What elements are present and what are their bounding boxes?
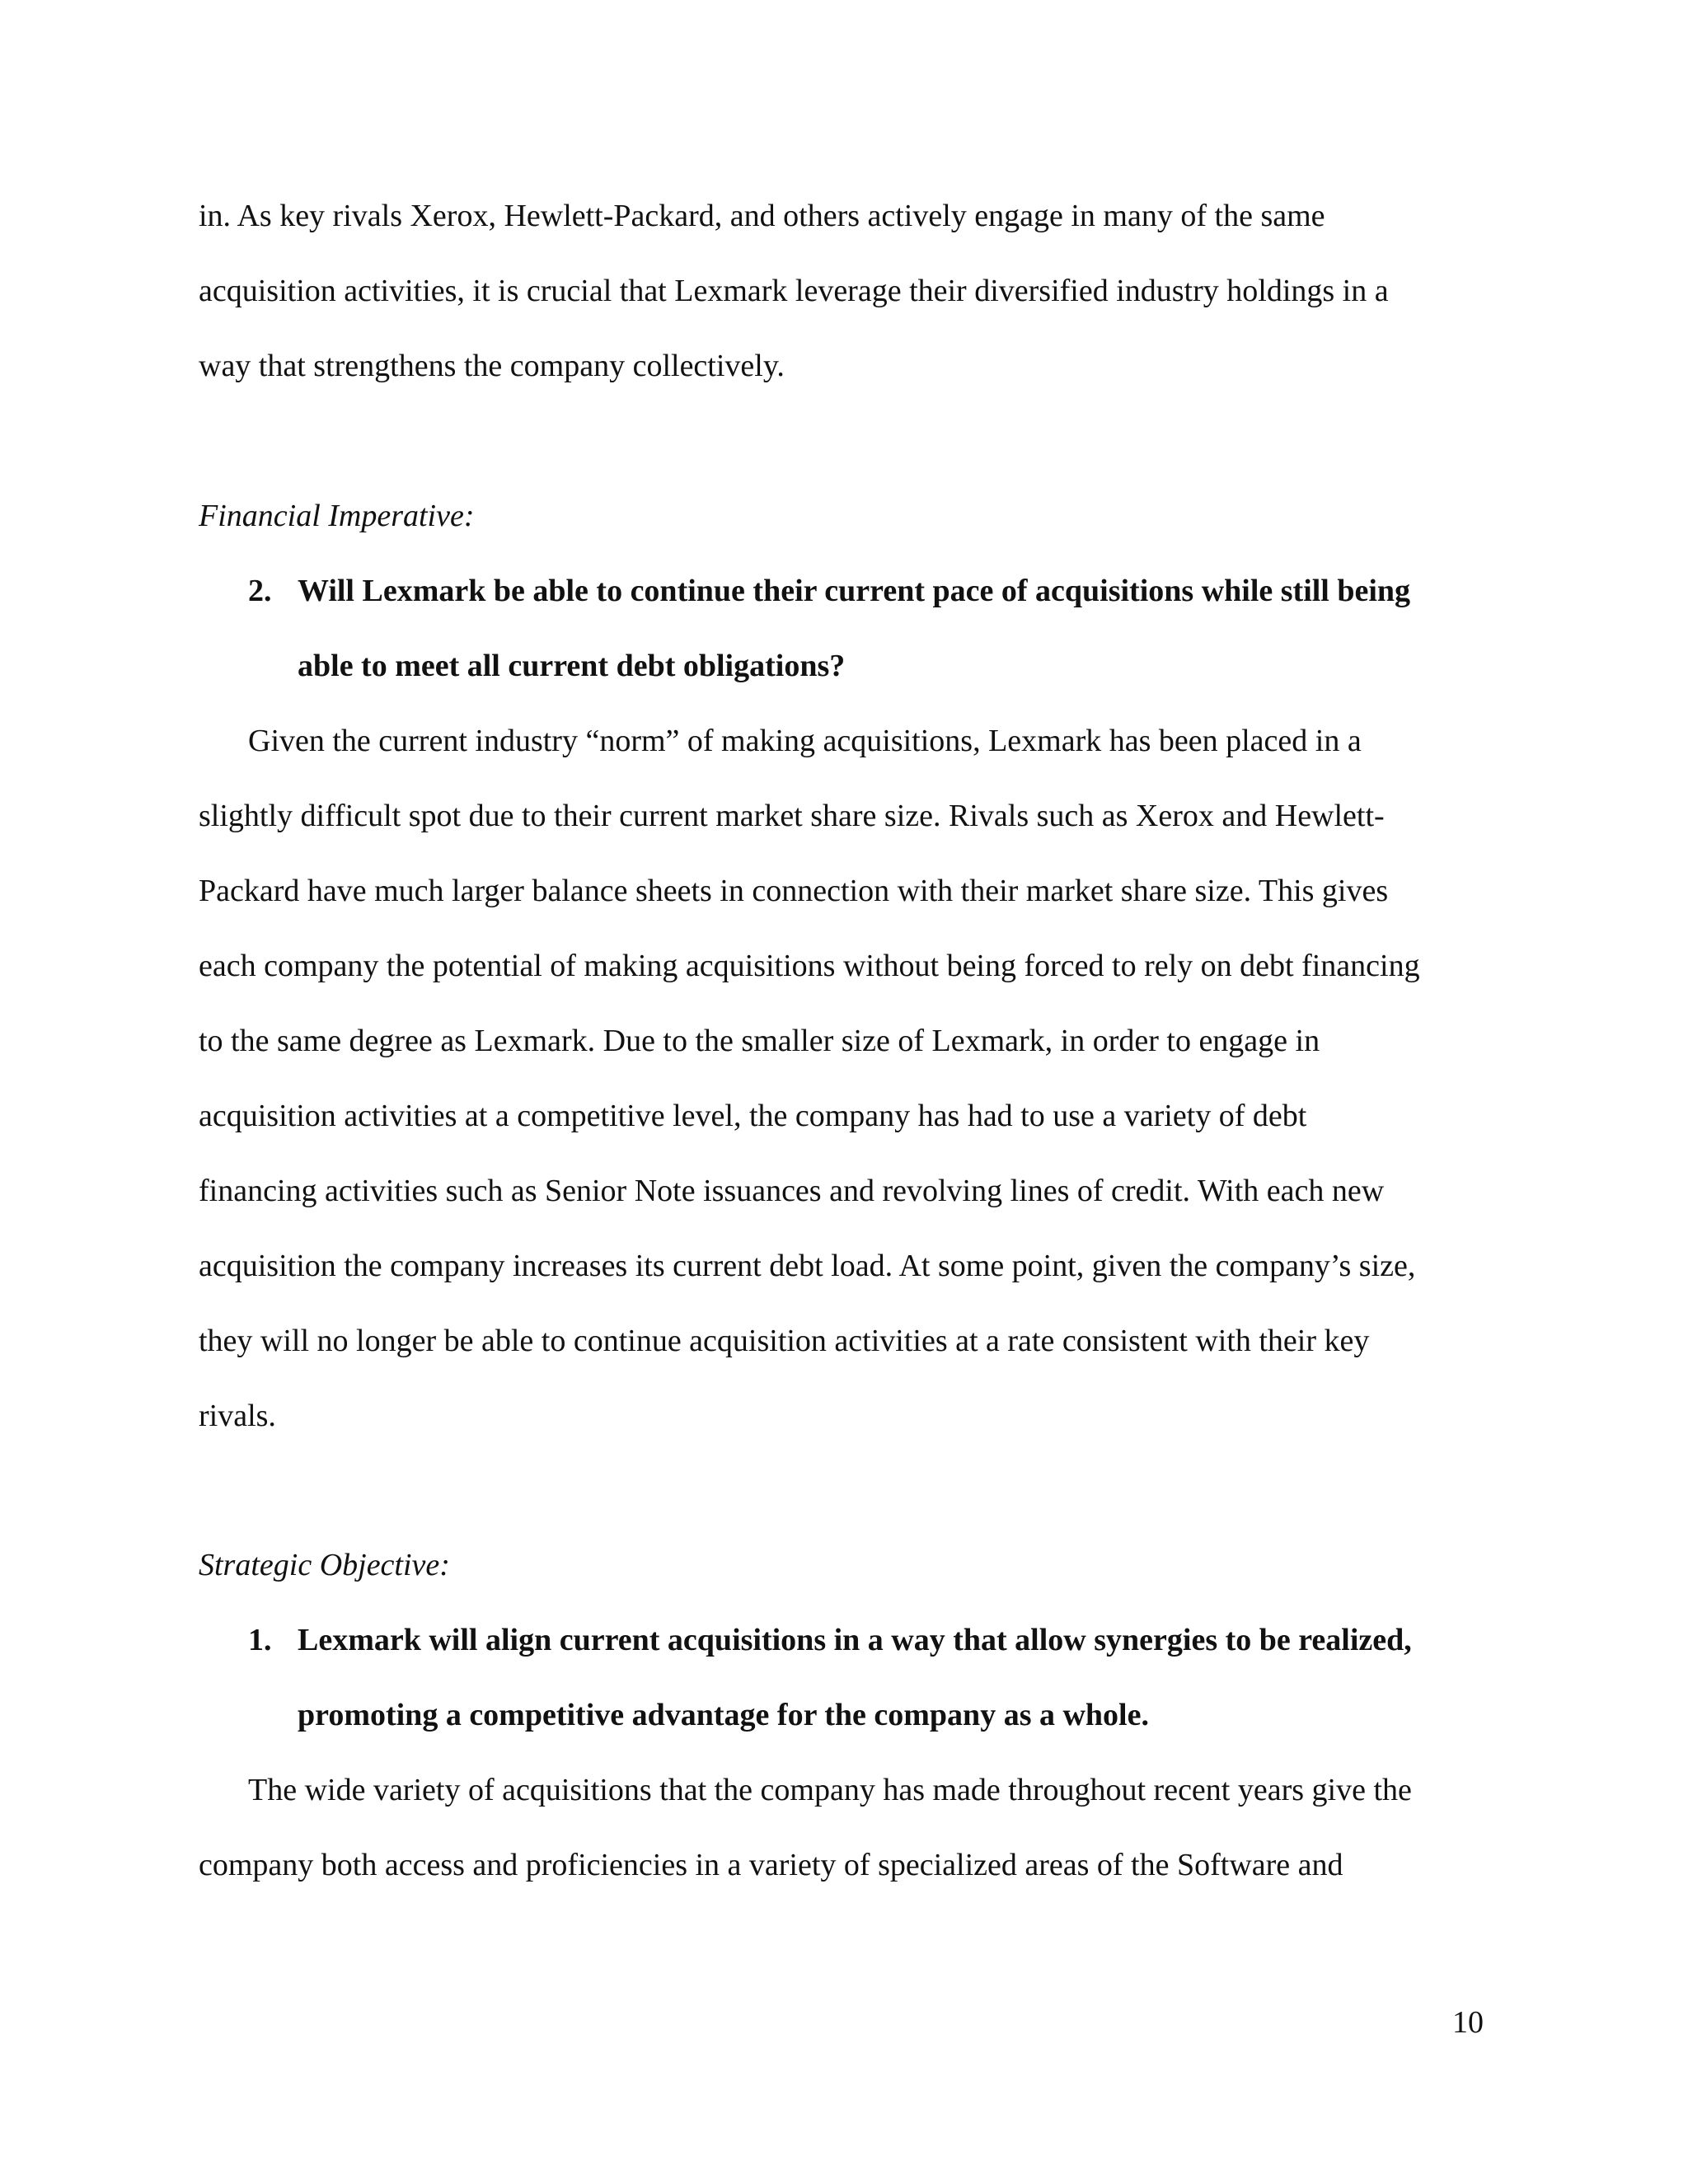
body-text-line: acquisition activities at a competitive level, the company has had to use a variety of debt (199, 1099, 1307, 1133)
section-heading-financial: Financial Imperative: (199, 499, 475, 533)
body-text-line: The wide variety of acquisitions that the company has made throughout recent years give the (248, 1773, 1412, 1807)
body-text-line: slightly difficult spot due to their current market share size. Rivals such as Xerox and Hewlett- (199, 799, 1385, 833)
body-text-line: company both access and proficiencies in a variety of specialized areas of the Software and (199, 1848, 1343, 1882)
body-text-line: they will no longer be able to continue acquisition activities at a rate consistent with their key (199, 1324, 1370, 1358)
list-number: 1. (248, 1623, 272, 1657)
body-text-line: Packard have much larger balance sheets in connection with their market share size. This gives (199, 874, 1389, 908)
body-text-line: in. As key rivals Xerox, Hewlett-Packard, and others actively engage in many of the same (199, 199, 1325, 233)
question-line: Will Lexmark be able to continue their current pace of acquisitions while still being (298, 574, 1411, 608)
page-number: 10 (1452, 2005, 1484, 2040)
body-text-line: Given the current industry “norm” of making acquisitions, Lexmark has been placed in a (248, 724, 1362, 758)
body-text-line: financing activities such as Senior Note issuances and revolving lines of credit. With each new (199, 1174, 1385, 1208)
body-text-line: acquisition the company increases its current debt load. At some point, given the company’s size, (199, 1249, 1416, 1283)
body-text-line: rivals. (199, 1399, 276, 1433)
body-text-line: to the same degree as Lexmark. Due to the smaller size of Lexmark, in order to engage in (199, 1024, 1320, 1058)
section-heading-strategic: Strategic Objective: (199, 1548, 450, 1582)
objective-line: promoting a competitive advantage for the company as a whole. (298, 1698, 1149, 1732)
objective-line: Lexmark will align current acquisitions in a way that allow synergies to be realized, (298, 1623, 1412, 1657)
body-text-line: acquisition activities, it is crucial that Lexmark leverage their diversified industry holdings in a (199, 274, 1389, 308)
list-number: 2. (248, 574, 272, 608)
question-line: able to meet all current debt obligations? (298, 649, 846, 683)
body-text-line: way that strengthens the company collectively. (199, 349, 785, 383)
body-text-line: each company the potential of making acquisitions without being forced to rely on debt financing (199, 949, 1420, 983)
